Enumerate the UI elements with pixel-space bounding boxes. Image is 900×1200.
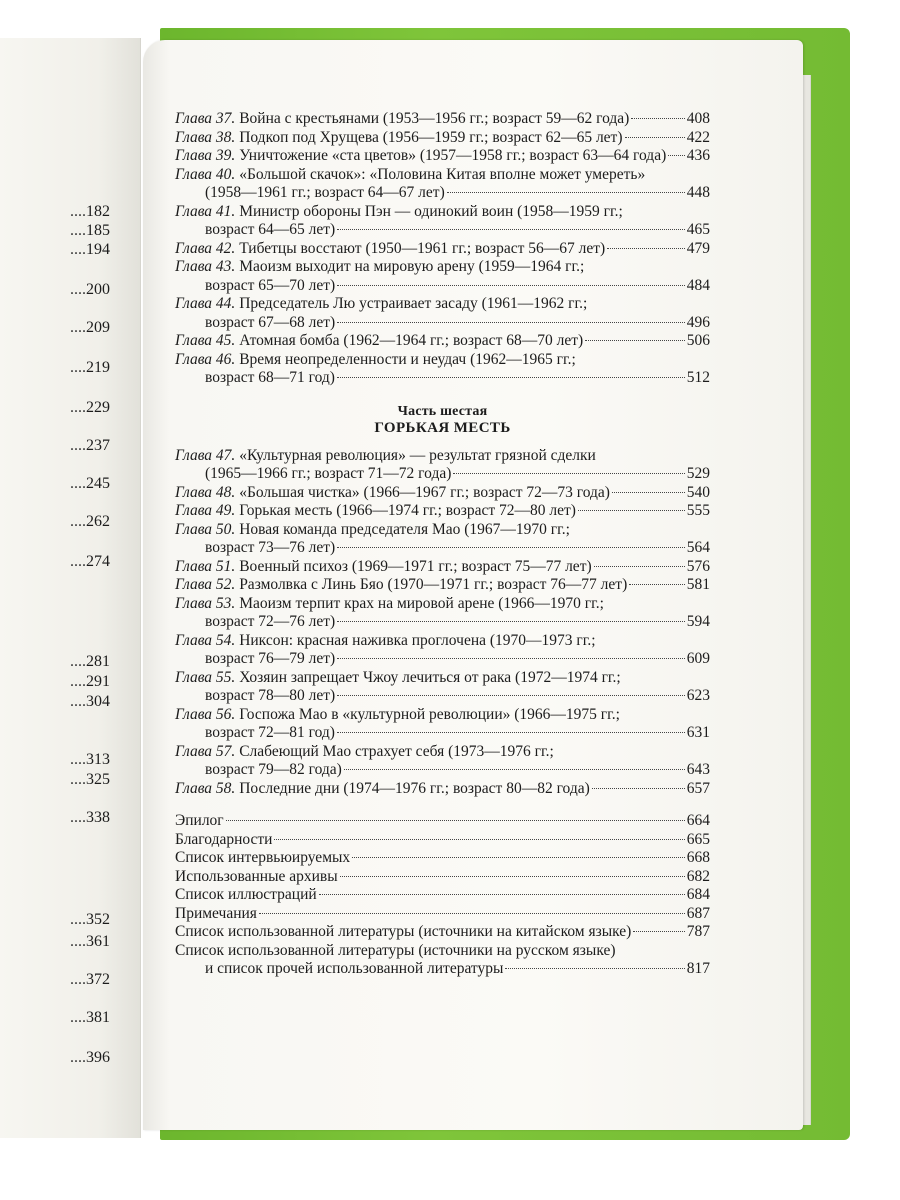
toc-entry[interactable]: [175, 669, 710, 706]
chapter-title-continued: возраст 68—71 год): [205, 369, 335, 386]
chapter-label: Глава 39.: [175, 147, 236, 164]
page-number: 506: [686, 332, 710, 349]
chapter-title: Маоизм терпит крах на мировой арене (1966—1970 гг.;: [239, 594, 604, 612]
chapter-label: Глава 50.: [175, 520, 236, 538]
chapter-title-continued: возраст 65—70 лет): [205, 276, 336, 294]
chapter-label: Глава 40.: [175, 165, 236, 183]
toc-entry[interactable]: [175, 576, 710, 595]
left-page-number: ....281: [70, 653, 110, 670]
chapter-title: Атомная бомба (1962—1964 гг.; возраст 68—70 лет): [239, 332, 584, 349]
chapter-title: Список интервьюируемых: [175, 849, 351, 866]
page-number: 581: [686, 576, 710, 593]
toc-entry[interactable]: [175, 110, 710, 129]
toc-entry[interactable]: [175, 166, 710, 203]
chapter-title-continued: (1958—1961 гг.; возраст 64—67 лет): [205, 184, 445, 201]
left-page-number: ....274: [70, 553, 110, 570]
left-page-number: ....185: [70, 222, 110, 239]
page-number: 609: [686, 650, 710, 667]
chapter-title-continued: возраст 67—68 лет): [205, 313, 336, 331]
toc-back-matter: [175, 812, 710, 979]
page-number: 665: [686, 830, 710, 848]
chapter-label: Глава 45.: [175, 332, 236, 349]
chapter-title: Список иллюстраций: [175, 886, 317, 903]
chapter-label: Глава 46.: [175, 350, 236, 368]
chapter-label: Глава 42.: [175, 239, 236, 257]
page-number: 594: [686, 613, 710, 630]
chapter-title: Список использованной литературы (источники на китайском языке): [175, 923, 632, 940]
chapter-label: Глава 51.: [175, 557, 236, 575]
toc-entry[interactable]: [175, 831, 710, 850]
left-page-number: ....325: [70, 771, 110, 788]
part-title: Часть шестая: [397, 403, 488, 419]
toc-entry[interactable]: [175, 849, 710, 868]
left-page-number: ....229: [70, 399, 110, 416]
chapter-label: Глава 41.: [175, 202, 236, 220]
page-number: 555: [686, 502, 710, 519]
page-number: 687: [686, 904, 710, 922]
chapter-label: Глава 43.: [175, 258, 236, 275]
page-number: 668: [686, 849, 710, 866]
toc-entry[interactable]: [175, 868, 710, 887]
toc-entry[interactable]: [175, 147, 710, 166]
left-page-number: ....262: [70, 513, 110, 530]
chapter-label: Глава 38.: [175, 128, 236, 146]
page-number: 657: [686, 779, 710, 797]
chapter-title-continued: возраст 73—76 лет): [205, 539, 336, 556]
table-of-contents: [175, 110, 710, 979]
chapter-title: «Культурная революция» — результат грязной сделки: [239, 446, 596, 464]
left-page-number: ....291: [70, 673, 110, 690]
chapter-title-continued: возраст 76—79 лет): [205, 650, 336, 667]
chapter-title: Слабеющий Мао страхует себя (1973—1976 гг.;: [239, 742, 554, 760]
toc-entry[interactable]: [175, 447, 710, 484]
chapter-label: Глава 47.: [175, 446, 236, 464]
chapter-label: Глава 48.: [175, 483, 236, 501]
chapter-title-continued: возраст 79—82 года): [205, 761, 342, 778]
page-number: 448: [686, 184, 710, 201]
page-number: 512: [686, 369, 710, 386]
chapter-title: Эпилог: [175, 812, 224, 829]
toc-entry[interactable]: [175, 240, 710, 259]
left-page-number: ....381: [70, 1009, 110, 1026]
toc-entry[interactable]: [175, 706, 710, 743]
chapter-title: Размолвка с Линь Бяо (1970—1971 гг.; возраст 76—77 лет): [239, 576, 628, 593]
page-number: 787: [686, 923, 710, 940]
page-number: 664: [686, 812, 710, 829]
left-page-number: ....304: [70, 693, 110, 710]
page-number: 564: [686, 539, 710, 556]
page-number: 643: [686, 761, 710, 778]
chapter-title: Подкоп под Хрущева (1956—1959 гг.; возраст 62—65 лет): [239, 128, 623, 146]
page-number: 408: [686, 110, 710, 127]
page-number: 465: [686, 221, 710, 238]
toc-entry[interactable]: [175, 632, 710, 669]
chapter-title: Благодарности: [175, 830, 273, 848]
page-number: 479: [686, 239, 710, 257]
left-page-number: ....200: [70, 281, 110, 298]
toc-entry[interactable]: [175, 521, 710, 558]
chapter-title: Министр обороны Пэн — одинокий воин (1958—1959 гг.;: [239, 202, 623, 220]
page-number: 529: [686, 465, 710, 482]
left-page-number: ....396: [70, 1049, 110, 1066]
chapter-label: Глава 57.: [175, 742, 236, 760]
toc-entry[interactable]: [175, 812, 710, 831]
chapter-title: Уничтожение «ста цветов» (1957—1958 гг.; возраст 63—64 года): [239, 147, 667, 164]
chapter-label: Глава 52.: [175, 576, 236, 593]
toc-chapters-part-five: [175, 110, 710, 388]
left-page-number: ....219: [70, 359, 110, 376]
toc-entry[interactable]: [175, 129, 710, 148]
chapter-label: Глава 37.: [175, 110, 236, 127]
part-name: ГОРЬКАЯ МЕСТЬ: [374, 419, 511, 436]
left-page-number: ....361: [70, 933, 110, 950]
toc-entry[interactable]: [175, 923, 710, 942]
chapter-title: Хозяин запрещает Чжоу лечиться от рака (1972—1974 гг.;: [239, 668, 621, 686]
chapter-label: Глава 55.: [175, 668, 236, 686]
chapter-title: Время неопределенности и неудач (1962—1965 гг.;: [239, 350, 576, 368]
chapter-title: Госпожа Мао в «культурной революции» (1966—1975 гг.;: [239, 705, 620, 723]
left-page-number: ....237: [70, 437, 110, 454]
chapter-title-continued: (1965—1966 гг.; возраст 71—72 года): [205, 465, 452, 482]
left-page-number: ....313: [70, 751, 110, 768]
chapter-title-continued: возраст 78—80 лет): [205, 687, 336, 704]
chapter-label: Глава 53.: [175, 594, 236, 612]
toc-entry[interactable]: [175, 502, 710, 521]
chapter-title: Последние дни (1974—1976 гг.; возраст 80—82 года): [239, 779, 590, 797]
chapter-title: Тибетцы восстают (1950—1961 гг.; возраст 56—67 лет): [239, 239, 606, 257]
toc-entry[interactable]: [175, 595, 710, 632]
left-page: [0, 38, 141, 1138]
chapter-title: Горькая месть (1966—1974 гг.; возраст 72—80 лет): [239, 502, 576, 519]
page-number: 576: [686, 557, 710, 575]
page-number: 422: [686, 128, 710, 146]
page-number: 484: [686, 276, 710, 294]
toc-entry[interactable]: [175, 780, 710, 799]
page-number: 436: [686, 147, 710, 164]
chapter-title: Использованные архивы: [175, 867, 338, 885]
toc-entry[interactable]: [175, 351, 710, 388]
chapter-title-continued: возраст 72—76 лет): [205, 613, 336, 630]
toc-entry[interactable]: [175, 332, 710, 351]
chapter-label: Глава 56.: [175, 705, 236, 723]
page-number: 682: [686, 867, 710, 885]
toc-entry[interactable]: [175, 203, 710, 240]
left-page-number: ....194: [70, 241, 110, 258]
left-page-number: ....338: [70, 809, 110, 826]
chapter-title: Война с крестьянами (1953—1956 гг.; возраст 59—62 года): [239, 110, 630, 127]
toc-entry[interactable]: [175, 558, 710, 577]
chapter-title: Маоизм выходит на мировую арену (1959—1964 гг.;: [239, 258, 585, 275]
toc-entry[interactable]: [175, 743, 710, 780]
chapter-title: «Большая чистка» (1966—1967 гг.; возраст 72—73 года): [239, 483, 610, 501]
chapter-title: Новая команда председателя Мао (1967—1970 гг.;: [239, 520, 570, 538]
chapter-title-continued: возраст 72—81 год): [205, 724, 335, 741]
chapter-title-continued: и список прочей использованной литературы: [205, 960, 504, 977]
page-number: 496: [686, 313, 710, 331]
page-number: 631: [686, 724, 710, 741]
chapter-title: «Большой скачок»: «Половина Китая вполне может умереть»: [239, 165, 646, 183]
toc-entry[interactable]: [175, 258, 710, 295]
chapter-title: Председатель Лю устраивает засаду (1961—1962 гг.;: [239, 295, 588, 312]
toc-entry[interactable]: [175, 484, 710, 503]
page-number: 540: [686, 483, 710, 501]
page-number: 623: [686, 687, 710, 704]
chapter-title: Примечания: [175, 904, 257, 922]
left-page-number: ....245: [70, 475, 110, 492]
chapter-title: Список использованной литературы (источники на русском языке): [175, 941, 616, 959]
page-number: 684: [686, 886, 710, 903]
chapter-title: Никсон: красная наживка проглочена (1970—1973 гг.;: [239, 631, 596, 649]
page-number: 817: [686, 960, 710, 977]
toc-chapters-part-six: [175, 447, 710, 799]
left-page-number: ....209: [70, 319, 110, 336]
chapter-label: Глава 58.: [175, 779, 236, 797]
chapter-title: Военный психоз (1969—1971 гг.; возраст 75—77 лет): [239, 557, 592, 575]
toc-entry[interactable]: [175, 886, 710, 905]
chapter-label: Глава 44.: [175, 295, 236, 312]
toc-entry[interactable]: [175, 942, 710, 979]
left-page-number: ....352: [70, 911, 110, 928]
chapter-title-continued: возраст 64—65 лет): [205, 221, 336, 238]
chapter-label: Глава 54.: [175, 631, 236, 649]
toc-entry[interactable]: [175, 295, 710, 332]
toc-entry[interactable]: [175, 905, 710, 924]
chapter-label: Глава 49.: [175, 502, 236, 519]
left-page-number: ....372: [70, 971, 110, 988]
left-page-number: ....182: [70, 203, 110, 220]
